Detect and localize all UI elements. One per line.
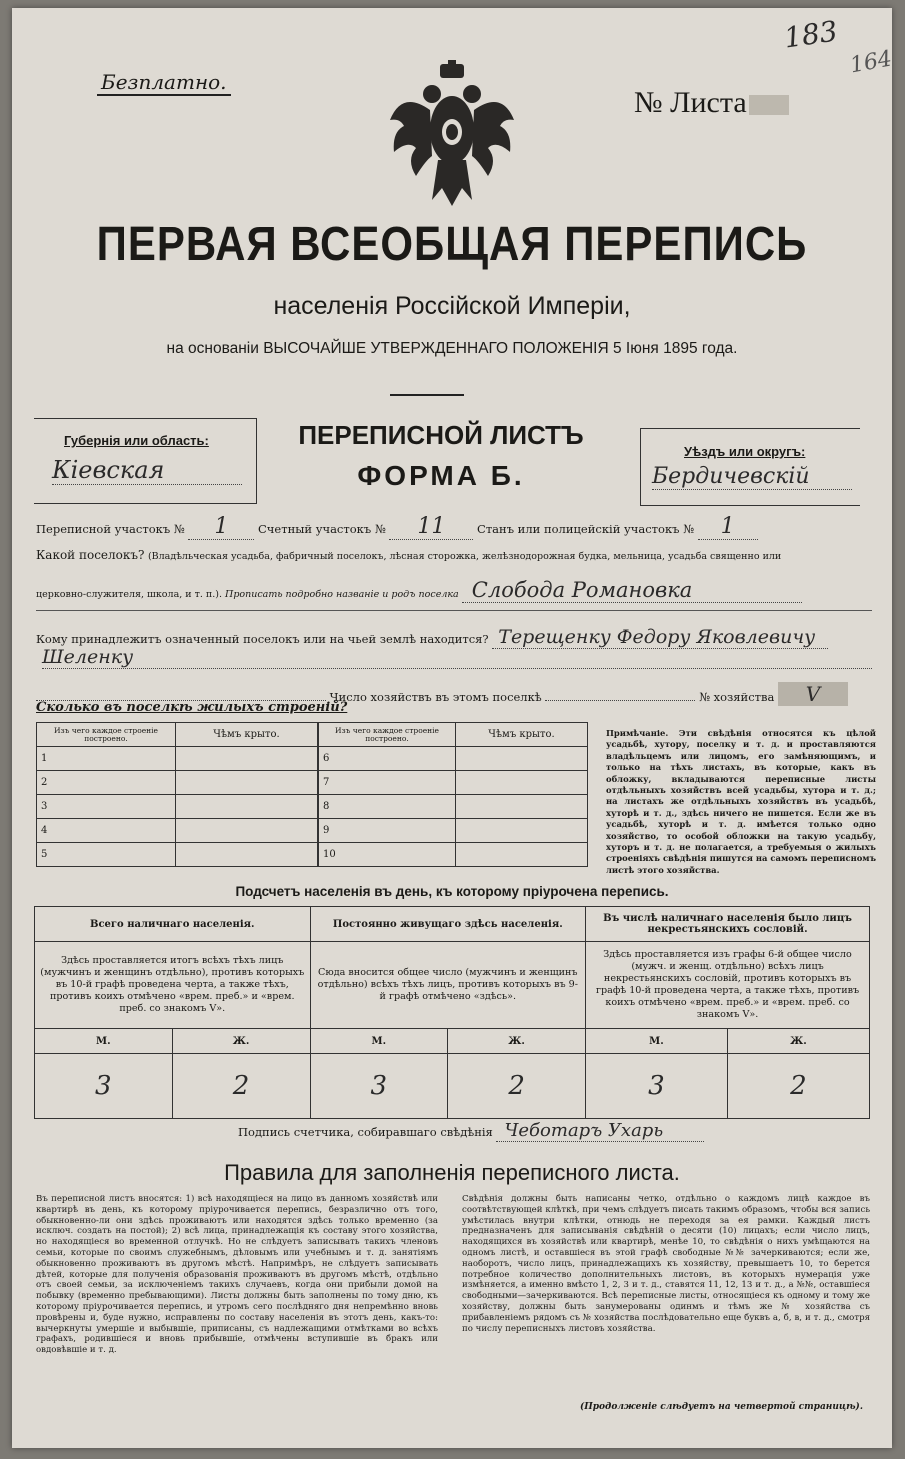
buildings-table-right: Изъ чего каждое строеніе построено. Чѣмъ крыто. 6 7 8 9 10 <box>318 722 588 867</box>
gubernia-value: Кіевская <box>52 456 242 485</box>
non-peasant-female-value: 2 <box>727 1054 869 1119</box>
uezd-label: Уѣздъ или округъ: <box>684 444 806 459</box>
population-title: Подсчетъ населенія въ день, къ которому пріурочена перепись. <box>235 884 669 899</box>
gubernia-label: Губернія или область: <box>64 433 209 448</box>
table-row: 3 <box>37 795 318 819</box>
divider <box>640 428 641 506</box>
buildings-note: Примѣчаніе. Эти свѣдѣнія относятся къ цѣлой усадьбѣ, хутору, поселку и т. д. и проставляются владѣльцемъ или лицомъ, его замѣняющимъ, и только на тѣхъ листахъ, въ которые, какъ въ обложку, вкладываются переписные листы отдѣльныхъ хозяйствъ всей усадьбы, хутора и т. д.; на листахъ же отдѣльныхъ хозяйствъ въ усадьбѣ, хуторѣ и т. д., здѣсь ничего не пишется. Если же въ усадьбѣ, хуторѣ и т. д. имѣется только одно хозяйство, то особой обложки на такую усадьбу, хуторъ и т. д. не полагается, а требуемыя о жилыхъ строеніяхъ свѣдѣнія пишутся на самомъ переписномъ листѣ этого хозяйства. <box>606 728 876 875</box>
table-row: 10 <box>319 843 588 867</box>
total-female-value: 2 <box>172 1054 310 1119</box>
corner-number-secondary: 164 <box>848 46 894 79</box>
corner-number: 183 <box>781 14 840 55</box>
signature-row: Подпись счетчика, собиравшаго свѣдѣнія Чеботаръ Ухарь <box>238 1120 704 1142</box>
census-section-value: 1 <box>188 514 254 540</box>
stan-value: 1 <box>698 514 758 540</box>
signature-value: Чеботаръ Ухарь <box>496 1120 704 1142</box>
sheet-number-label: № Листа <box>634 86 789 120</box>
form-name: ФОРМА Б. <box>357 460 525 491</box>
table-row: 8 <box>319 795 588 819</box>
divider <box>640 428 860 429</box>
sheet-title: ПЕРЕПИСНОЙ ЛИСТЪ <box>298 420 584 450</box>
settlement-value: Слобода Романовка <box>462 578 802 603</box>
table-row: 9 <box>319 819 588 843</box>
table-row: 5 <box>37 843 318 867</box>
divider <box>34 503 256 504</box>
census-sheet <box>12 8 892 1448</box>
count-section-value: 11 <box>389 514 473 540</box>
non-peasant-male-value: 3 <box>586 1054 728 1119</box>
household-no-value: V <box>778 682 848 706</box>
households-row: Число хозяйствъ въ этомъ поселкѣ № хозяйства V <box>36 682 876 706</box>
rules-left-column: Въ переписной листъ вносятся: 1) всѣ находящіеся на лицо въ данномъ хозяйствѣ или квартирѣ въ день, къ которому пріурочивается перепись, безразлично отъ того, обыкновенно-ли они здѣсь проживаютъ или находятся здѣсь только временно (за исключ. создать на постой); 2) всѣ лица, принадлежащія къ составу этого хозяйства, но находящіеся во временной отлучкѣ. Но не слѣдуетъ записывать такихъ членовъ семьи, которые по своимъ служебнымъ, дѣловымъ или учебнымъ и т. д. занятіямъ обыкновенно проживаютъ въ другомъ мѣстѣ. Напримѣръ, не слѣдуетъ записывать дѣтей, которые для полученія образованія проживаютъ въ другомъ мѣстѣ, отдѣльно отъ своей семьи, за исключеніемъ такихъ случаевъ, когда они прибыли домой на побывку (временно пребывающими). Листы должны быть заполнены по тому дню, къ которому пріурочивается перепись, и утромъ сего послѣдняго дня непремѣнно вновь провѣрены и, буде нужно, исправлены по составу населенія въ этотъ день, какъ-то: вычеркнуты умершіе и выбывшіе, приписаны, съ надлежащими отмѣтками во всѣхъ графахъ, родившіеся и вновь прибывшіе, отмѣчены вступившіе въ бракъ или овдовѣвшіе и т. д. <box>36 1194 438 1356</box>
free-label: Безплатно. <box>97 70 231 96</box>
page-subtitle: населенія Россійской Имперіи, <box>273 292 631 320</box>
owner-row: Кому принадлежитъ означенный поселокъ или на чьей землѣ находится? Терещенку Федору Яковлевичу <box>36 626 876 649</box>
resident-female-value: 2 <box>448 1054 586 1119</box>
divider <box>640 505 860 506</box>
total-male-value: 3 <box>35 1054 173 1119</box>
uezd-value: Бердичевскій <box>652 464 852 490</box>
sheet-number-blot <box>749 95 789 115</box>
settlement-row: Какой поселокъ? (Владѣльческая усадьба, фабричный поселокъ, лѣсная сторожка, желѣзнодорожная будка, мельница, усадьба священно или <box>36 548 782 562</box>
section-numbers-row: Переписной участокъ № 1 Счетный участокъ № 11 Станъ или полицейскій участокъ № 1 <box>36 514 876 540</box>
table-row: 7 <box>319 771 588 795</box>
continued-note: (Продолженіе слѣдуетъ на четвертой страницѣ). <box>580 1402 863 1412</box>
table-row: 2 <box>37 771 318 795</box>
page-title: ПЕРВАЯ ВСЕОБЩАЯ ПЕРЕПИСЬ <box>96 216 808 271</box>
rules-title: Правила для заполненія переписного листа. <box>224 1160 680 1185</box>
table-row: 6 <box>319 747 588 771</box>
table-row: 1 <box>37 747 318 771</box>
settlement-row-2: церковно-служителя, школа, и т. п.). Прописать подробно названіе и родъ поселка Слобода Романовка <box>36 578 876 603</box>
owner-value-continued: Шеленку <box>42 646 872 669</box>
divider <box>34 418 256 419</box>
legal-basis: на основаніи ВЫСОЧАЙШЕ УТВЕРЖДЕННАГО ПОЛОЖЕНІЯ 5 Іюня 1895 года. <box>166 340 738 357</box>
resident-male-value: 3 <box>310 1054 448 1119</box>
buildings-table-left: Изъ чего каждое строеніе построено. Чѣмъ крыто. 1 2 3 4 5 <box>36 722 318 867</box>
rules-right-column: Свѣдѣнія должны быть написаны четко, отдѣльно о каждомъ лицѣ каждое въ соотвѣтствующей клѣткѣ, при чемъ слѣдуетъ писать такимъ образомъ, чтобы вся запись умѣстилась внутри клѣтки, отнюдь не переходя за ея рамки. Каждый листъ предназначенъ для записыванія свѣдѣній о десяти (10) лицахъ; если число лицъ, находящихся въ хозяйствѣ или квартирѣ, менѣе 10, то свѣдѣнія о нихъ умѣщаются на одномъ листѣ, и оставшіеся въ этой графѣ свободные №№ зачеркиваются; если же, наоборотъ, число лицъ, принадлежащихъ къ хозяйству, превышаетъ 10, то берется потребное количество дополнительныхъ листовъ, въ которыхъ нумерація уже измѣняется, а именно вмѣсто 1, 2, 3 и т. д., ставятся 11, 12, 13 и т. д., а №№, оставшіеся свободными—зачеркиваются. Всѣ переписные листы, относящіеся къ одному и тому же хозяйству, должны быть занумерованы одинмъ и тѣмъ же № хозяйства съ прибавленіемъ рядомъ съ № хозяйства послѣдовательно еще буквъ а, б, в, и т. д., смотря по числу переписныхъ листовъ хозяйства. <box>462 1194 870 1334</box>
divider <box>36 610 872 611</box>
owner-value: Терещенку Федору Яковлевичу <box>492 626 828 649</box>
coat-of-arms-icon <box>382 60 522 210</box>
table-row: 4 <box>37 819 318 843</box>
population-table: Всего наличнаго населенія. Постоянно живущаго здѣсь населенія. Въ числѣ наличнаго населенія было лицъ некрестьянскихъ сословій. Здѣсь проставляется итогъ всѣхъ тѣхъ лицъ (мужчинъ и женщинъ отдѣльно), противъ которыхъ въ 10-й графѣ проведена черта, а также тѣхъ, противъ коихъ отмѣчено «врем. преб.» и «врем. преб. со знакомъ V». Сюда вносится общее число (мужчинъ и женщинъ отдѣльно) всѣхъ тѣхъ лицъ, противъ которыхъ въ 9-й графѣ отмѣчено «здѣсь». Здѣсь проставляется изъ графы 6-й общее число (мужч. и женщ. отдѣльно) всѣхъ лицъ некрестьянскихъ сословій, противъ которыхъ въ графѣ 10-й проведена черта, а также тѣхъ, противъ коихъ отмѣчено «врем. преб.» и «врем. преб. со знакомъ V». М. Ж. М. Ж. М. Ж. 3 2 3 2 3 2 <box>34 906 870 1119</box>
divider <box>390 394 464 396</box>
buildings-label: Сколько въ поселкѣ жилыхъ строеній? <box>36 700 348 715</box>
